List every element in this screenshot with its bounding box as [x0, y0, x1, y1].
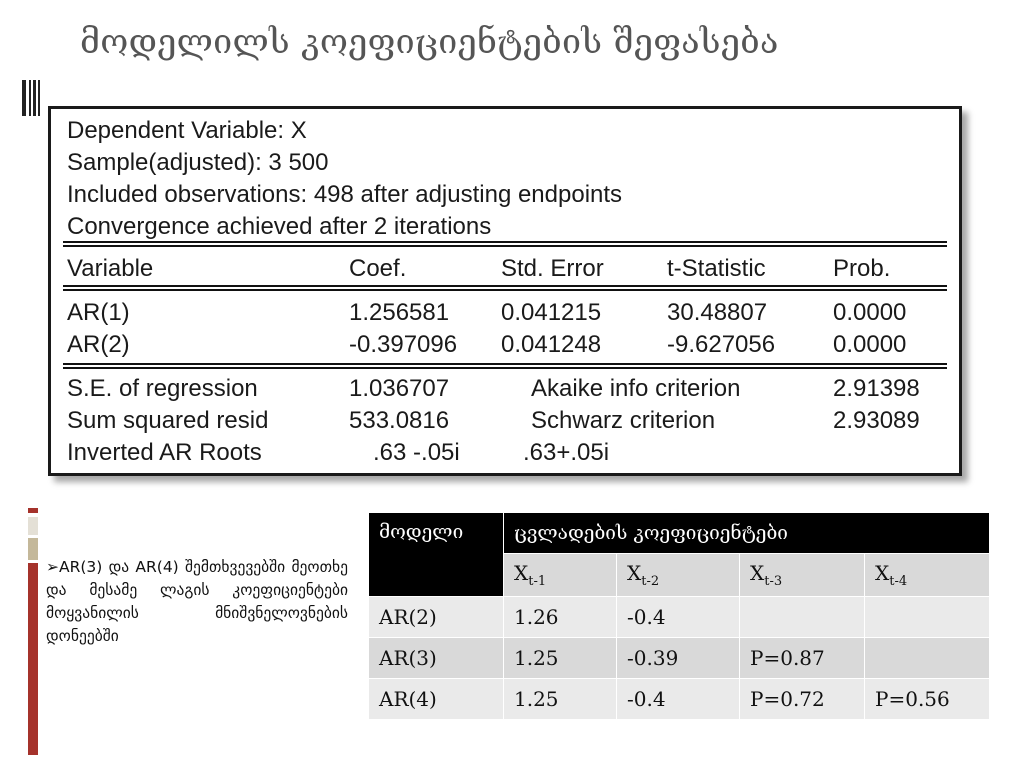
col-header-model: მოდელი: [369, 513, 504, 597]
regression-header: [67, 115, 622, 243]
header-line: Included observations: 498 after adjusting endpoints: [67, 181, 623, 208]
roots-label: Inverted AR Roots: [67, 439, 262, 466]
row-prob: 0.0000: [833, 299, 907, 326]
root-value: .63+.05i: [523, 439, 610, 466]
root-value: .63 -.05i: [373, 439, 460, 466]
bullet-arrow-icon: ➢: [46, 558, 59, 576]
value-cell: [865, 597, 990, 638]
col-header-coefficients: ცვლადების კოეფიციენტები: [504, 513, 990, 554]
table-row: [369, 597, 990, 638]
value-cell: 1.25: [504, 638, 617, 679]
value-cell: -0.4: [617, 597, 740, 638]
row-coef: -0.397096: [349, 331, 458, 358]
slide-title: მოდელილს კოეფიციენტების შეფასება: [80, 22, 779, 62]
sub-header-xt3: $X_{t-3}$: [740, 554, 865, 597]
col-header-std-error: Std. Error: [501, 255, 604, 282]
row-variable: AR(1): [67, 299, 130, 326]
stat-label: S.E. of regression: [67, 375, 258, 402]
col-header-coef: Coef.: [349, 255, 407, 282]
divider: [63, 285, 947, 291]
col-header-prob: Prob.: [833, 255, 891, 282]
value-cell: P=0.72: [740, 679, 865, 720]
sub-header-xt2: $X_{t-2}$: [617, 554, 740, 597]
bullet-text: AR(3) და AR(4) შემთხვევებში მეოთხე და მესამე ლაგის კოეფიციენტები მოყვანილის მნიშვნელოვნების დონეებში: [46, 558, 348, 645]
regression-output: [48, 106, 962, 476]
stat-label: Sum squared resid: [67, 407, 269, 434]
table-row: [369, 638, 990, 679]
sub-header-xt1: $X_{t-1}$: [504, 554, 617, 597]
col-header-t-statistic: t-Statistic: [667, 255, 766, 282]
model-cell: AR(3): [369, 638, 504, 679]
accent-bar: [28, 517, 38, 535]
stat-value: 533.0816: [349, 407, 450, 434]
divider: [63, 363, 947, 369]
stat-value: 2.93089: [833, 407, 920, 434]
value-cell: [865, 638, 990, 679]
model-cell: AR(4): [369, 679, 504, 720]
value-cell: 1.26: [504, 597, 617, 638]
col-header-variable: Variable: [67, 255, 154, 282]
table-row: [369, 679, 990, 720]
row-std-error: 0.041248: [501, 331, 602, 358]
bullet-paragraph: [46, 556, 348, 648]
stat-label: Schwarz criterion: [531, 407, 716, 434]
row-coef: 1.256581: [349, 299, 450, 326]
model-cell: AR(2): [369, 597, 504, 638]
header-line: Convergence achieved after 2 iterations: [67, 213, 492, 240]
value-cell: [740, 597, 865, 638]
row-t-statistic: 30.48807: [667, 299, 768, 326]
row-t-statistic: -9.627056: [667, 331, 776, 358]
accent-bar: [28, 508, 38, 513]
accent-bar: [28, 563, 38, 755]
sub-header-xt4: $X_{t-4}$: [865, 554, 990, 597]
accent-bar: [28, 538, 38, 560]
row-variable: AR(2): [67, 331, 130, 358]
row-std-error: 0.041215: [501, 299, 602, 326]
stat-value: 2.91398: [833, 375, 920, 402]
title-ornament: [22, 80, 40, 116]
header-line: Sample(adjusted): 3 500: [67, 149, 329, 176]
value-cell: -0.39: [617, 638, 740, 679]
row-prob: 0.0000: [833, 331, 907, 358]
stat-value: 1.036707: [349, 375, 450, 402]
coefficient-table: [368, 512, 990, 720]
value-cell: 1.25: [504, 679, 617, 720]
stat-label: Akaike info criterion: [531, 375, 741, 402]
value-cell: P=0.56: [865, 679, 990, 720]
value-cell: P=0.87: [740, 638, 865, 679]
header-line: Dependent Variable: X: [67, 117, 307, 144]
divider: [63, 241, 947, 247]
value-cell: -0.4: [617, 679, 740, 720]
